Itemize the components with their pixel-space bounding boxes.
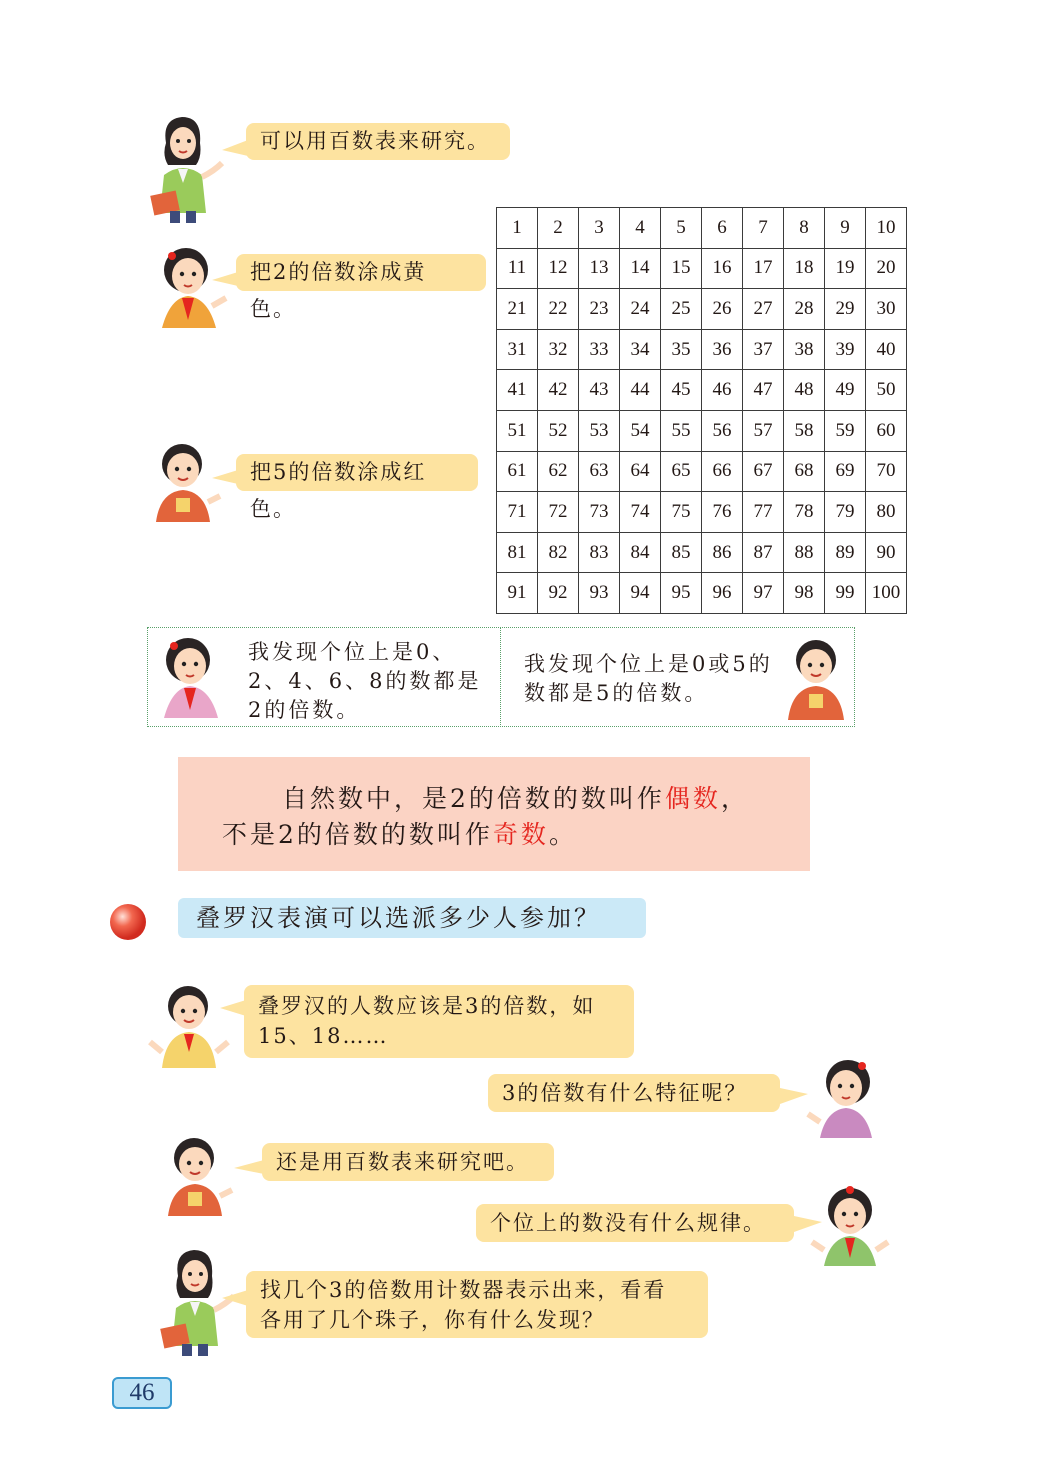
hundred-chart-cell: 27: [743, 289, 784, 330]
hundred-chart-cell: 24: [620, 289, 661, 330]
hundred-chart-cell: 54: [620, 410, 661, 451]
girl-illustration: [806, 1056, 886, 1138]
hundred-chart-cell: 68: [784, 451, 825, 492]
hundred-chart-cell: 64: [620, 451, 661, 492]
hundred-chart-cell: 44: [620, 370, 661, 411]
hundred-chart-cell: 84: [620, 532, 661, 573]
speech-bubble-boy-3: [262, 1143, 554, 1181]
hundred-chart-cell: 83: [579, 532, 620, 573]
finding-left-line3: 2的倍数。: [248, 698, 361, 722]
term-odd: 奇数: [492, 820, 549, 849]
hundred-chart-cell: 98: [784, 573, 825, 614]
hundred-chart-cell: 25: [661, 289, 702, 330]
hundred-chart-cell: 33: [579, 329, 620, 370]
hundred-chart-row: [497, 532, 907, 573]
hundred-chart-cell: 7: [743, 208, 784, 249]
hundred-chart-cell: 28: [784, 289, 825, 330]
hundred-chart-cell: 1: [497, 208, 538, 249]
findings-divider: [500, 627, 501, 727]
hundred-chart-cell: 10: [866, 208, 907, 249]
hundred-chart-cell: 58: [784, 410, 825, 451]
bubble-text: 3的倍数有什么特征呢？: [502, 1081, 748, 1105]
page-number: 46: [112, 1377, 172, 1409]
bubble-text: 可以用百数表来研究。: [260, 129, 490, 153]
hundred-chart-cell: 42: [538, 370, 579, 411]
bubble-text: 15、18……: [258, 1024, 389, 1048]
hundred-chart-cell: 47: [743, 370, 784, 411]
hundred-chart-cell: 74: [620, 492, 661, 533]
hundred-chart-cell: 13: [579, 248, 620, 289]
hundred-chart-cell: 71: [497, 492, 538, 533]
hundred-chart-cell: 73: [579, 492, 620, 533]
hundred-chart-cell: 99: [825, 573, 866, 614]
hundred-chart-cell: 35: [661, 329, 702, 370]
bubble-text: 叠罗汉的人数应该是3的倍数，如: [258, 994, 596, 1018]
hundred-chart-cell: 16: [702, 248, 743, 289]
hundred-chart-cell: 70: [866, 451, 907, 492]
hundred-chart-cell: 79: [825, 492, 866, 533]
boy-illustration: [160, 1134, 234, 1216]
hundred-chart-cell: 76: [702, 492, 743, 533]
bubble-tail: [212, 272, 238, 286]
hundred-chart-cell: 62: [538, 451, 579, 492]
hundred-chart-cell: 2: [538, 208, 579, 249]
speech-bubble-girl-3: [476, 1204, 794, 1242]
finding-right-line1: 我发现个位上是0或5的: [524, 652, 773, 676]
hundred-chart-cell: 39: [825, 329, 866, 370]
finding-left-line2: 2、4、6、8的数都是: [248, 669, 482, 693]
hundred-chart-cell: 17: [743, 248, 784, 289]
hundred-chart-cell: 6: [702, 208, 743, 249]
hundred-chart-cell: 22: [538, 289, 579, 330]
hundred-chart-row: [497, 492, 907, 533]
hundred-chart-cell: 66: [702, 451, 743, 492]
hundred-chart-cell: 20: [866, 248, 907, 289]
bubble-text: 还是用百数表来研究吧。: [276, 1150, 529, 1174]
hundred-chart-cell: 34: [620, 329, 661, 370]
hundred-chart-cell: 46: [702, 370, 743, 411]
hundred-chart-cell: 96: [702, 573, 743, 614]
hundred-chart-cell: 59: [825, 410, 866, 451]
hundred-chart-cell: 61: [497, 451, 538, 492]
girl-illustration: [810, 1184, 890, 1266]
hundred-chart-cell: 75: [661, 492, 702, 533]
definition-text: 不是2的倍数的数叫作: [222, 820, 493, 849]
hundred-chart-cell: 56: [702, 410, 743, 451]
finding-right-line2: 数都是5的倍数。: [524, 681, 709, 705]
boy-illustration: [148, 982, 232, 1068]
hundred-chart-cell: 65: [661, 451, 702, 492]
hundred-chart-cell: 32: [538, 329, 579, 370]
hundred-chart-cell: 69: [825, 451, 866, 492]
hundred-chart-cell: 53: [579, 410, 620, 451]
speech-bubble-teacher: [246, 123, 510, 160]
hundred-chart-cell: 37: [743, 329, 784, 370]
hundred-chart-cell: 14: [620, 248, 661, 289]
hundred-chart-cell: 89: [825, 532, 866, 573]
definition-box: [178, 757, 810, 871]
girl-illustration: [152, 634, 232, 718]
hundred-chart-row: [497, 370, 907, 411]
bubble-tail: [222, 1290, 248, 1306]
hundred-chart-cell: 18: [784, 248, 825, 289]
hundred-chart-row: [497, 451, 907, 492]
hundred-chart-cell: 91: [497, 573, 538, 614]
hundred-chart-cell: 30: [866, 289, 907, 330]
hundred-chart-cell: 23: [579, 289, 620, 330]
hundred-chart-row: [497, 573, 907, 614]
hundred-chart-cell: 92: [538, 573, 579, 614]
bubble-text: 找几个3的倍数用计数器表示出来，看看: [260, 1278, 667, 1302]
definition-text: 。: [548, 820, 577, 849]
hundred-chart-row: [497, 289, 907, 330]
hundred-chart-cell: 40: [866, 329, 907, 370]
hundred-chart-cell: 9: [825, 208, 866, 249]
definition-line-1: [282, 779, 749, 815]
hundred-chart-cell: 88: [784, 532, 825, 573]
hundred-chart-cell: 51: [497, 410, 538, 451]
hundred-chart-cell: 41: [497, 370, 538, 411]
hundred-chart-cell: 43: [579, 370, 620, 411]
hundred-chart-cell: 81: [497, 532, 538, 573]
hundred-chart-cell: 5: [661, 208, 702, 249]
bubble-tail: [234, 1160, 264, 1174]
hundred-chart-row: [497, 329, 907, 370]
hundred-chart: [496, 207, 907, 614]
hundred-chart-cell: 21: [497, 289, 538, 330]
hundred-chart-cell: 87: [743, 532, 784, 573]
hundred-chart-cell: 52: [538, 410, 579, 451]
bubble-text: 把5的倍数涂成红色。: [250, 460, 427, 521]
hundred-chart-cell: 55: [661, 410, 702, 451]
boy-illustration: [782, 636, 850, 720]
definition-text: ，: [720, 784, 749, 813]
hundred-chart-cell: 45: [661, 370, 702, 411]
hundred-chart-cell: 29: [825, 289, 866, 330]
bubble-tail: [780, 1088, 808, 1104]
hundred-chart-cell: 63: [579, 451, 620, 492]
hundred-chart-cell: 31: [497, 329, 538, 370]
definition-line-2: [222, 815, 577, 851]
hundred-chart-cell: 80: [866, 492, 907, 533]
hundred-chart-cell: 93: [579, 573, 620, 614]
hundred-chart-cell: 4: [620, 208, 661, 249]
hundred-chart-cell: 82: [538, 532, 579, 573]
hundred-chart-cell: 38: [784, 329, 825, 370]
hundred-chart-row: [497, 410, 907, 451]
bubble-tail: [220, 1000, 246, 1016]
hundred-chart-cell: 15: [661, 248, 702, 289]
hundred-chart-cell: 3: [579, 208, 620, 249]
question-heading: 叠罗汉表演可以选派多少人参加？: [178, 898, 646, 938]
hundred-chart-cell: 8: [784, 208, 825, 249]
hundred-chart-cell: 36: [702, 329, 743, 370]
hundred-chart-cell: 86: [702, 532, 743, 573]
hundred-chart-cell: 60: [866, 410, 907, 451]
girl-illustration: [150, 244, 230, 328]
speech-bubble-boy: [236, 454, 478, 521]
hundred-chart-cell: 78: [784, 492, 825, 533]
hundred-chart-cell: 95: [661, 573, 702, 614]
hundred-chart-cell: 57: [743, 410, 784, 451]
bubble-text: 把2的倍数涂成黄色。: [250, 260, 427, 321]
hundred-chart-cell: 48: [784, 370, 825, 411]
hundred-chart-cell: 19: [825, 248, 866, 289]
speech-bubble-boy-2: [244, 985, 634, 1058]
hundred-chart-cell: 94: [620, 573, 661, 614]
speech-bubble-girl: [236, 254, 486, 321]
teacher-illustration: [148, 113, 232, 225]
hundred-chart-cell: 100: [866, 573, 907, 614]
bubble-tail: [222, 140, 248, 156]
hundred-chart-cell: 26: [702, 289, 743, 330]
hundred-chart-cell: 90: [866, 532, 907, 573]
hundred-chart-cell: 77: [743, 492, 784, 533]
bubble-text: 各用了几个珠子，你有什么发现？: [260, 1308, 605, 1332]
hundred-chart-cell: 97: [743, 573, 784, 614]
hundred-chart-cell: 72: [538, 492, 579, 533]
hundred-chart-cell: 49: [825, 370, 866, 411]
hundred-chart-cell: 11: [497, 248, 538, 289]
bubble-text: 个位上的数没有什么规律。: [490, 1211, 766, 1235]
speech-bubble-teacher-2: [246, 1271, 708, 1338]
hundred-chart-cell: 85: [661, 532, 702, 573]
speech-bubble-girl-2: [488, 1074, 780, 1112]
hundred-chart-row: [497, 208, 907, 249]
term-even: 偶数: [664, 784, 721, 813]
bubble-tail: [212, 470, 238, 484]
finding-left-line1: 我发现个位上是0、: [248, 640, 457, 664]
definition-text: 自然数中，是2的倍数的数叫作: [282, 784, 665, 813]
hundred-chart-row: [497, 248, 907, 289]
red-ball-icon: [108, 902, 148, 942]
hundred-chart-cell: 67: [743, 451, 784, 492]
hundred-chart-cell: 50: [866, 370, 907, 411]
hundred-chart-cell: 12: [538, 248, 579, 289]
